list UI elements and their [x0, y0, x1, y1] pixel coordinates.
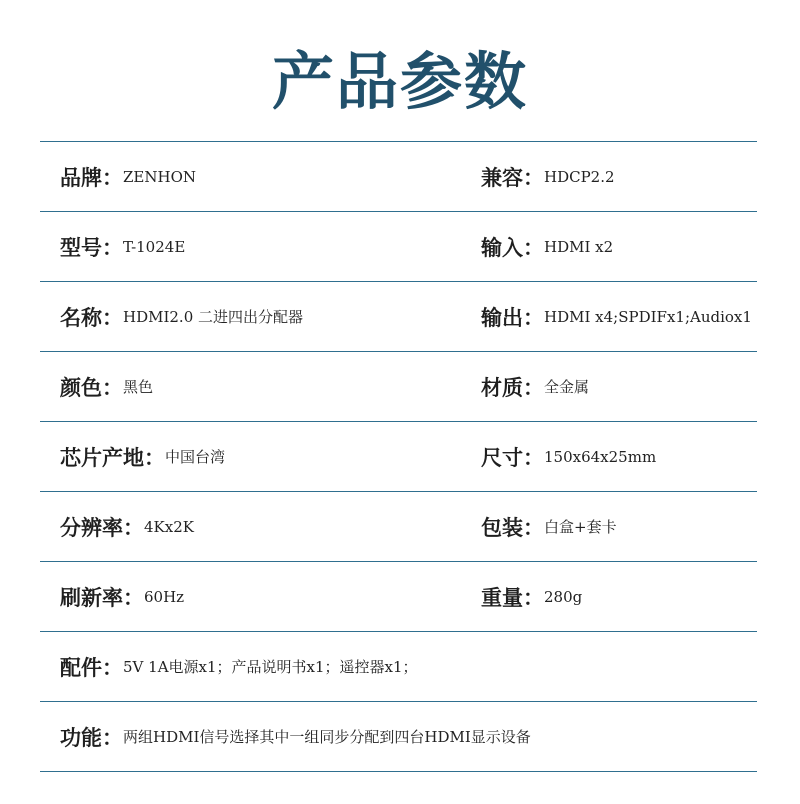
spec-value: HDMI x4;SPDIFx1;Audiox1 [544, 307, 752, 326]
spec-value: 4Kx2K [144, 517, 194, 536]
spec-row-resolution-package [40, 491, 757, 561]
spec-label: 输入： [481, 235, 544, 260]
spec-value: 5V 1A电源x1；产品说明书x1；遥控器x1； [123, 658, 418, 676]
spec-accessories [60, 632, 418, 701]
spec-label: 包装： [481, 515, 544, 540]
spec-label: 品牌： [60, 165, 123, 190]
spec-label: 型号： [60, 235, 123, 260]
spec-label: 重量： [481, 585, 544, 610]
spec-label: 刷新率： [60, 585, 144, 610]
spec-row-brand-compat [40, 141, 757, 211]
spec-row-accessories [40, 631, 757, 701]
spec-row-name-output [40, 281, 757, 351]
spec-row-model-input [40, 211, 757, 281]
spec-refresh-rate [60, 562, 184, 631]
spec-output [481, 282, 752, 351]
spec-label: 分辨率： [60, 515, 144, 540]
spec-label: 名称： [60, 305, 123, 330]
spec-value: 黑色 [123, 378, 154, 396]
spec-value: 中国台湾 [165, 448, 226, 466]
spec-value: 150x64x25mm [544, 447, 657, 466]
spec-value: T-1024E [123, 237, 186, 256]
spec-size [481, 422, 656, 491]
spec-label: 兼容： [481, 165, 544, 190]
spec-label: 颜色： [60, 375, 123, 400]
spec-function [60, 702, 531, 771]
spec-color [60, 352, 153, 421]
spec-material [481, 352, 589, 421]
spec-value: HDMI x2 [544, 237, 614, 256]
spec-label: 材质： [481, 375, 544, 400]
spec-label: 配件： [60, 655, 123, 680]
spec-row-refresh-weight [40, 561, 757, 631]
spec-value: 两组HDMI信号选择其中一组同步分配到四台HDMI显示设备 [123, 728, 531, 746]
spec-brand [60, 142, 196, 211]
spec-package [481, 492, 617, 561]
spec-row-color-material [40, 351, 757, 421]
spec-value: 60Hz [144, 587, 185, 606]
spec-value: 白盒+套卡 [544, 518, 617, 536]
spec-row-origin-size [40, 421, 757, 491]
spec-value: HDCP2.2 [544, 167, 615, 186]
spec-value: ZENHON [123, 167, 197, 186]
spec-chip-origin [60, 422, 225, 491]
page-title: 产品参数 [271, 45, 528, 118]
spec-label: 尺寸： [481, 445, 544, 470]
spec-value: 280g [544, 587, 583, 606]
spec-table [40, 141, 757, 772]
spec-input [481, 212, 613, 281]
spec-resolution [60, 492, 194, 561]
spec-model [60, 212, 185, 281]
spec-value: HDMI2.0 二进四出分配器 [123, 308, 304, 326]
spec-label: 输出： [481, 305, 544, 330]
spec-compat [481, 142, 615, 211]
spec-label: 功能： [60, 725, 123, 750]
spec-label: 芯片产地： [60, 445, 165, 470]
spec-value: 全金属 [544, 378, 590, 396]
spec-row-function [40, 701, 757, 772]
spec-weight [481, 562, 582, 631]
spec-name [60, 282, 303, 351]
